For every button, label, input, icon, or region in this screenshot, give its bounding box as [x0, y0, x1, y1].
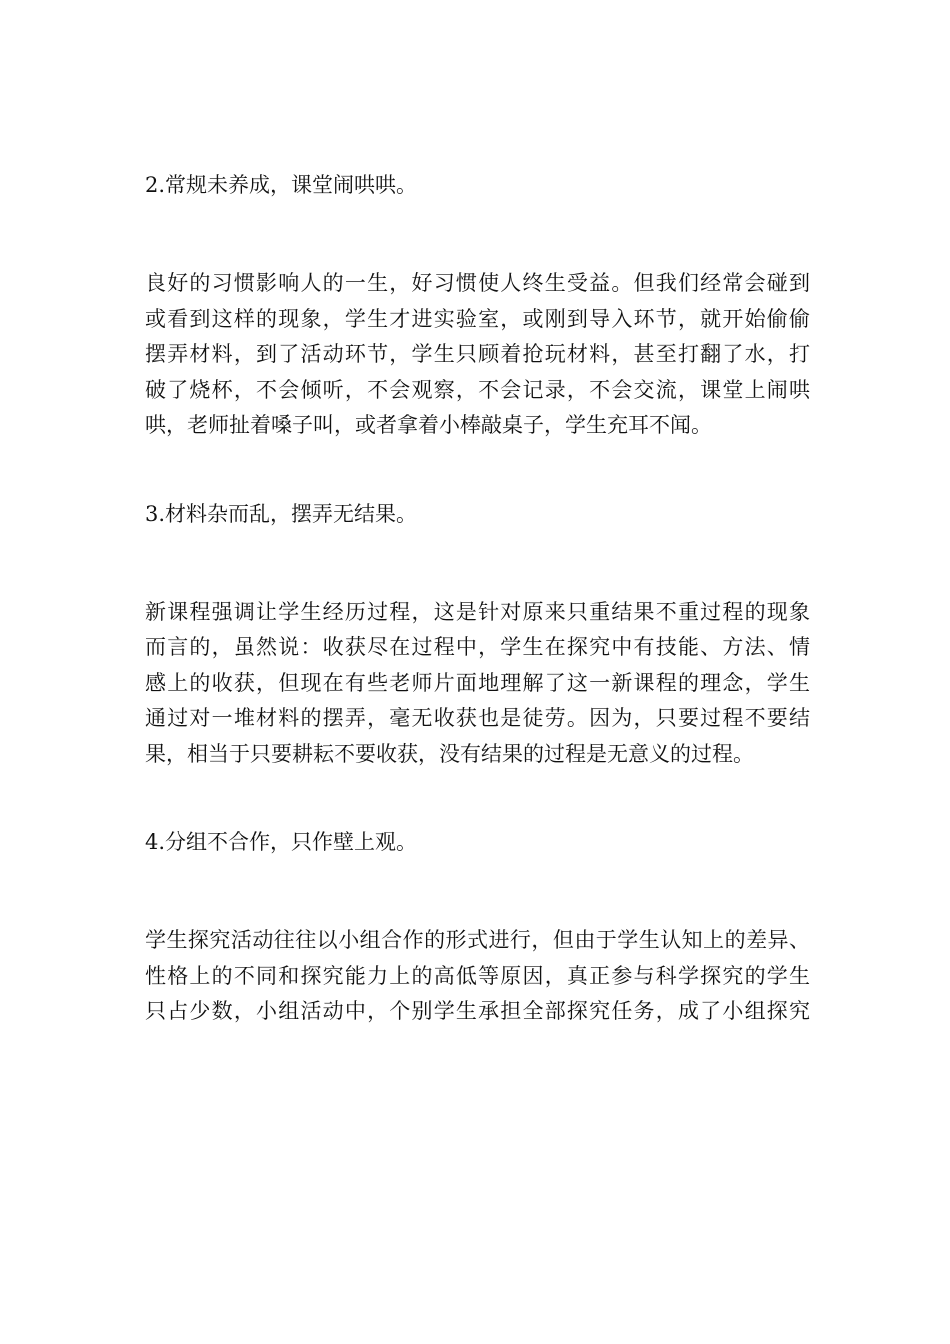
- paragraph-line: 而言的，虽然说：收获尽在过程中，学生在探究中有技能、方法、情: [145, 635, 810, 659]
- paragraph-line: 新课程强调让学生经历过程，这是针对原来只重结果不重过程的现象: [145, 599, 810, 624]
- paragraph-line: 或看到这样的现象，学生才进实验室，或刚到导入环节，就开始偷偷: [145, 306, 810, 331]
- paragraph-line: 果，相当于只要耕耘不要收获，没有结果的过程是无意义的过程。: [145, 741, 754, 766]
- paragraph-line: 破了烧杯，不会倾听，不会观察，不会记录，不会交流，课堂上闹哄: [145, 377, 810, 402]
- paragraph-line: 学生探究活动往往以小组合作的形式进行，但由于学生认知上的差异、: [145, 928, 810, 952]
- paragraph-line: 哄，老师扯着嗓子叫，或者拿着小棒敲桌子，学生充耳不闻。: [145, 413, 712, 437]
- paragraph-line: 只占少数，小组活动中，个别学生承担全部探究任务，成了小组探究: [145, 999, 810, 1023]
- paragraph-line: 感上的收获，但现在有些老师片面地理解了这一新课程的理念，学生: [145, 670, 810, 695]
- section-paragraph-4: [145, 923, 810, 1030]
- paragraph-line: 良好的习惯影响人的一生，好习惯使人终生受益。但我们经常会碰到: [145, 271, 810, 295]
- section-heading-3: 3.材料杂而乱，摆弄无结果。: [145, 501, 418, 526]
- section-paragraph-3: [145, 595, 810, 773]
- document-body: [145, 168, 810, 1030]
- paragraph-line: 性格上的不同和探究能力上的高低等原因，真正参与科学探究的学生: [145, 963, 810, 988]
- section-paragraph-2: [145, 266, 810, 444]
- paragraph-line: 通过对一堆材料的摆弄，毫无收获也是徒劳。因为，只要过程不要结: [145, 706, 810, 730]
- paragraph-line: 摆弄材料，到了活动环节，学生只顾着抢玩材料，甚至打翻了水，打: [145, 342, 810, 366]
- section-heading-4: 4.分组不合作，只作壁上观。: [145, 830, 418, 854]
- section-heading-2: 2.常规未养成，课堂闹哄哄。: [145, 173, 418, 197]
